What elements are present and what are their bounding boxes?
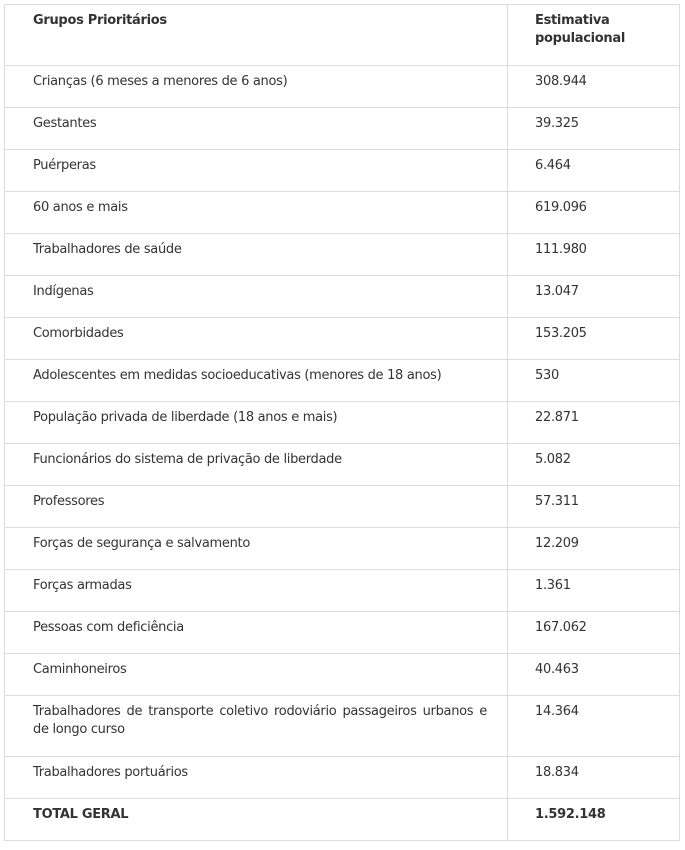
estimate-cell: 14.364 [508,696,680,757]
group-cell: Funcionários do sistema de privação de liberdade [5,444,508,486]
table-row [5,318,680,360]
estimate-cell: 530 [508,360,680,402]
estimate-cell: 1.361 [508,570,680,612]
table-row [5,402,680,444]
group-cell: Gestantes [5,108,508,150]
group-cell: Professores [5,486,508,528]
group-cell: Forças armadas [5,570,508,612]
total-row [5,799,680,841]
group-cell: Pessoas com deficiência [5,612,508,654]
estimate-cell: 18.834 [508,757,680,799]
group-cell: Crianças (6 meses a menores de 6 anos) [5,66,508,108]
estimate-cell: 308.944 [508,66,680,108]
table-row [5,360,680,402]
group-cell: Forças de segurança e salvamento [5,528,508,570]
estimate-cell: 22.871 [508,402,680,444]
table-row [5,150,680,192]
table-row [5,654,680,696]
table-row [5,757,680,799]
estimate-cell: 167.062 [508,612,680,654]
table-row [5,276,680,318]
group-cell: Trabalhadores portuários [5,757,508,799]
estimate-cell: 6.464 [508,150,680,192]
estimate-cell: 111.980 [508,234,680,276]
estimate-cell: 619.096 [508,192,680,234]
group-cell: Indígenas [5,276,508,318]
header-estimate: Estimativa populacional [508,5,680,66]
table-row [5,696,680,757]
priority-groups-table [4,4,680,841]
total-value: 1.592.148 [508,799,680,841]
table-row [5,486,680,528]
table-row [5,108,680,150]
table-row [5,444,680,486]
estimate-cell: 39.325 [508,108,680,150]
table-row [5,612,680,654]
header-group: Grupos Prioritários [5,5,508,66]
total-label: TOTAL GERAL [5,799,508,841]
group-cell: Comorbidades [5,318,508,360]
table-row [5,528,680,570]
group-cell: Caminhoneiros [5,654,508,696]
estimate-cell: 153.205 [508,318,680,360]
group-cell: 60 anos e mais [5,192,508,234]
estimate-cell: 12.209 [508,528,680,570]
group-cell: Trabalhadores de saúde [5,234,508,276]
group-cell: Adolescentes em medidas socioeducativas (menores de 18 anos) [5,360,508,402]
estimate-cell: 40.463 [508,654,680,696]
estimate-cell: 13.047 [508,276,680,318]
group-cell: População privada de liberdade (18 anos e mais) [5,402,508,444]
group-cell: Trabalhadores de transporte coletivo rodoviário passageiros urbanos e de longo curso [5,696,508,757]
group-cell: Puérperas [5,150,508,192]
table-row [5,570,680,612]
table-row [5,66,680,108]
table-row [5,192,680,234]
estimate-cell: 57.311 [508,486,680,528]
estimate-cell: 5.082 [508,444,680,486]
table-row [5,234,680,276]
table-header-row [5,5,680,66]
